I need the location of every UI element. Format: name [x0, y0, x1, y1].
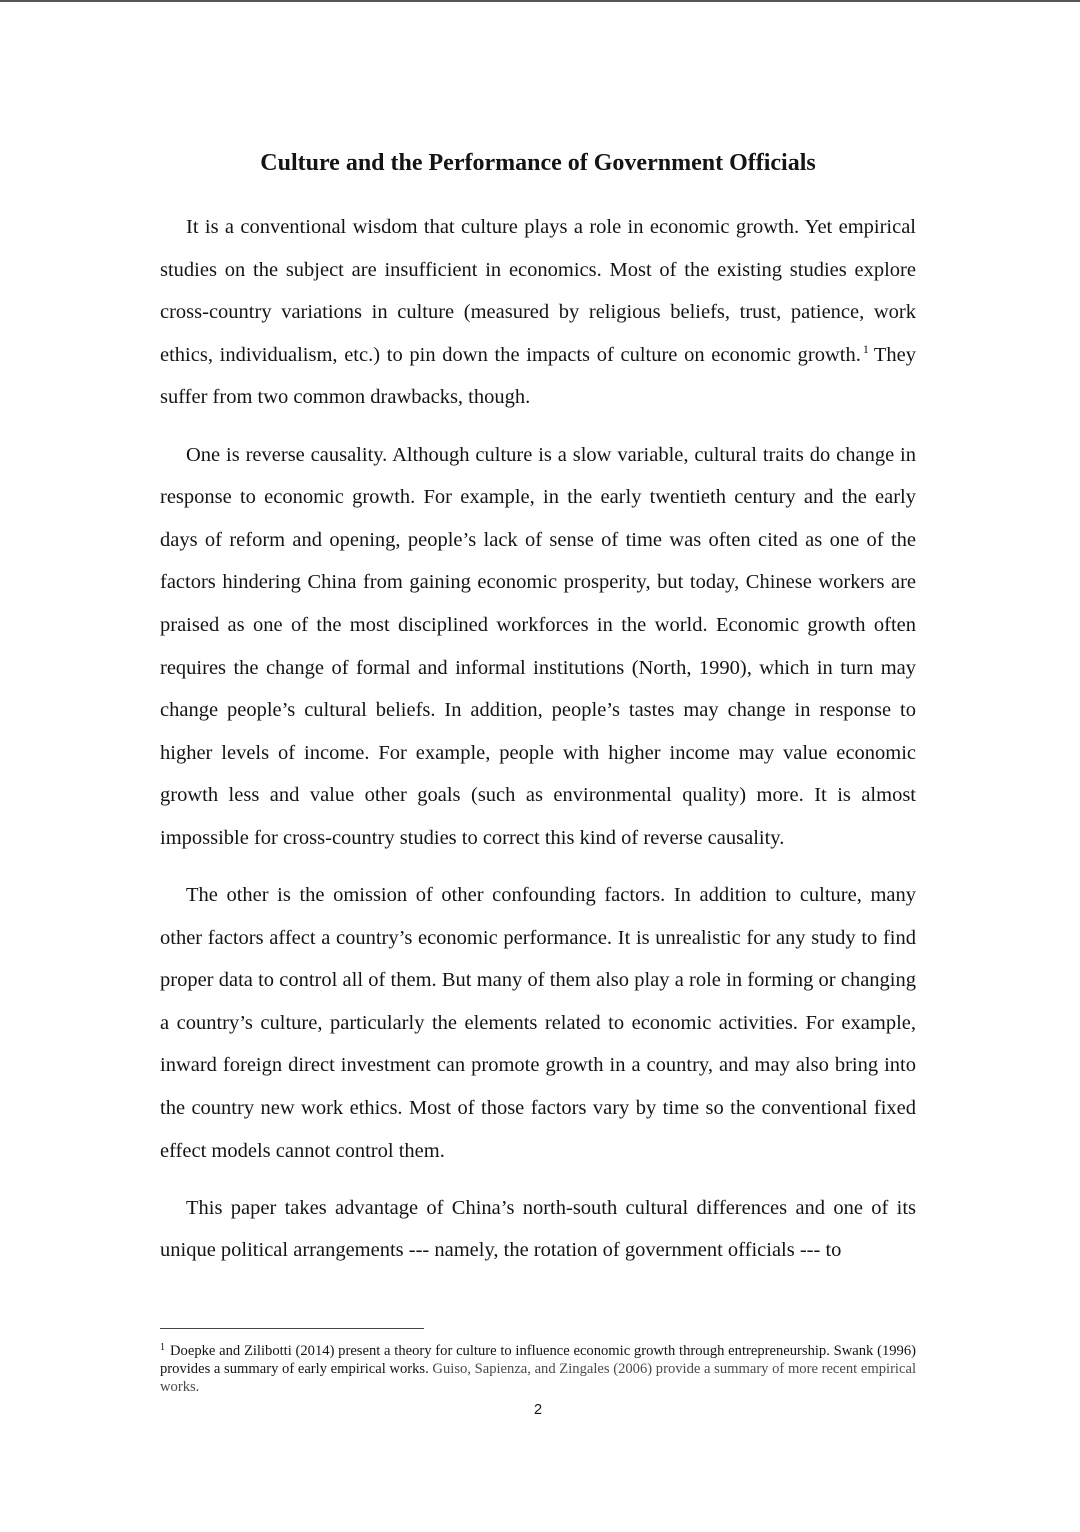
footnote-separator	[160, 1328, 424, 1329]
body-text	[160, 206, 916, 1287]
footnote-mark: 1	[160, 1342, 165, 1353]
paragraph-4: This paper takes advantage of China’s north-south cultural differences and one of its unique political arrangements --- namely, the rotation of government officials --- to	[160, 1196, 916, 1262]
footnote-reference-1[interactable]: 1	[862, 341, 869, 356]
paragraph-1	[160, 206, 916, 419]
page-number: 2	[533, 1402, 543, 1418]
footnote-text-gray: Guiso, Sapienza, and Zingales (2006) provide a summary of more recent empirical works.	[160, 1361, 916, 1395]
footnote-1	[160, 1342, 916, 1396]
paragraph-1-text: It is a conventional wisdom that culture plays a role in economic growth. Yet empirical studies on the subject are insufficient in economics. Most of the existing studies explore cross-country variations in culture (measured by religious beliefs, trust, patience, work ethics, individualism, etc.) to pin down the impacts of culture on economic growth.	[160, 216, 916, 366]
footnote-text: Doepke and Zilibotti (2014) present a theory for culture to influence economic growth through entrepreneurship. Swank (1996) provides a summary of early empirical works.	[160, 1343, 916, 1377]
paper-title: Culture and the Performance of Government Officials	[260, 150, 816, 176]
top-border-line	[0, 0, 1080, 2]
paragraph-3: The other is the omission of other confounding factors. In addition to culture, many other factors affect a country’s economic performance. It is unrealistic for any study to find proper data to control all of them. But many of them also play a role in forming or changing a country’s culture, particularly the elements related to economic activities. For example, inward foreign direct investment can promote growth in a country, and may also bring into the country new work ethics. Most of those factors vary by time so the conventional fixed effect models cannot control them.	[160, 884, 916, 1162]
paragraph-2: One is reverse causality. Although culture is a slow variable, cultural traits do change in response to economic growth. For example, in the early twentieth century and the early days of reform and opening, people’s lack of sense of time was often cited as one of the factors hindering China from gaining economic prosperity, but today, Chinese workers are praised as one of the most disciplined workforces in the world. Economic growth often requires the change of formal and informal institutions (North, 1990), which in turn may change people’s cultural beliefs. In addition, people’s tastes may change in response to higher levels of income. For example, people with higher income may value economic growth less and value other goals (such as environmental quality) more. It is almost impossible for cross-country studies to correct this kind of reverse causality.	[160, 443, 916, 849]
paragraph-1-text-after: They suffer from two common drawbacks, though.	[160, 343, 916, 409]
